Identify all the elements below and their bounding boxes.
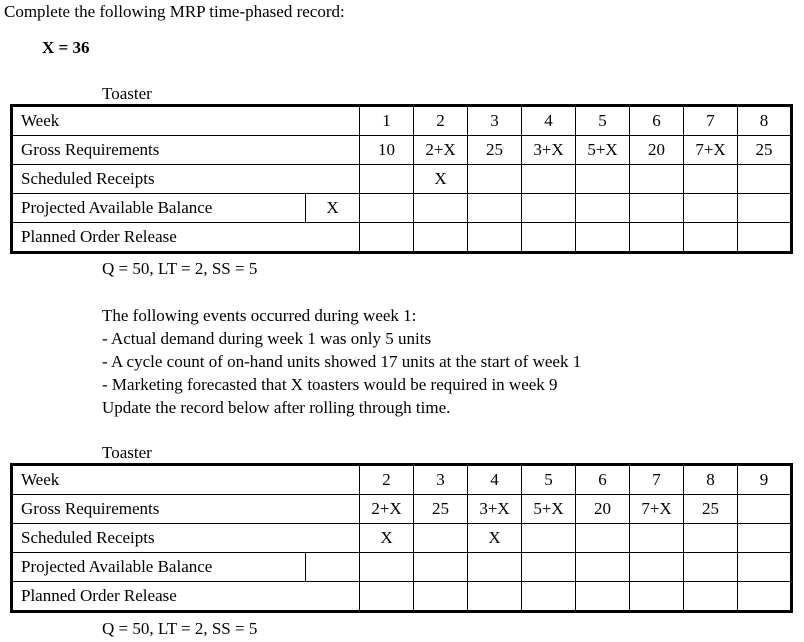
planned-order-release-cell[interactable] xyxy=(738,582,792,612)
planned-order-release-cell[interactable] xyxy=(684,582,738,612)
gross-req-cell[interactable]: 20 xyxy=(576,495,630,524)
projected-available-balance-row-label: Projected Available Balance xyxy=(12,194,306,223)
week-row-label: Week xyxy=(12,106,360,136)
scheduled-receipt-cell[interactable] xyxy=(522,165,576,194)
pab-cell[interactable] xyxy=(576,553,630,582)
week-cell: 8 xyxy=(684,465,738,495)
scheduled-receipt-cell[interactable] xyxy=(630,165,684,194)
gross-req-cell[interactable]: 20 xyxy=(630,136,684,165)
pab-cell[interactable] xyxy=(522,553,576,582)
scheduled-receipt-cell[interactable] xyxy=(684,524,738,553)
x-value: X = 36 xyxy=(42,38,90,57)
week-cell: 8 xyxy=(738,106,792,136)
gross-req-cell[interactable] xyxy=(738,495,792,524)
event-item: - Marketing forecasted that X toasters would be required in week 9 xyxy=(102,375,558,394)
week-cell: 2 xyxy=(414,106,468,136)
pab-initial-cell[interactable]: X xyxy=(306,194,360,223)
scheduled-receipt-cell[interactable] xyxy=(360,165,414,194)
event-item: - Actual demand during week 1 was only 5 units xyxy=(102,329,432,348)
gross-req-cell[interactable]: 7+X xyxy=(684,136,738,165)
pab-initial-cell[interactable] xyxy=(306,553,360,582)
gross-req-cell[interactable]: 10 xyxy=(360,136,414,165)
planned-order-release-cell[interactable] xyxy=(468,582,522,612)
gross-req-cell[interactable]: 25 xyxy=(468,136,522,165)
projected-available-balance-row xyxy=(12,553,792,582)
week-row xyxy=(12,465,792,495)
gross-req-cell[interactable]: 3+X xyxy=(522,136,576,165)
scheduled-receipt-cell[interactable] xyxy=(576,165,630,194)
scheduled-receipts-row-label: Scheduled Receipts xyxy=(12,165,360,194)
gross-requirements-row-label: Gross Requirements xyxy=(12,136,360,165)
pab-cell[interactable] xyxy=(414,553,468,582)
planned-order-release-cell[interactable] xyxy=(576,223,630,253)
pab-cell[interactable] xyxy=(468,194,522,223)
scheduled-receipt-cell[interactable] xyxy=(630,524,684,553)
planned-order-release-cell[interactable] xyxy=(522,223,576,253)
record2-params: Q = 50, LT = 2, SS = 5 xyxy=(102,619,258,638)
record2-item-label: Toaster xyxy=(102,443,152,462)
planned-order-release-cell[interactable] xyxy=(360,223,414,253)
pab-cell[interactable] xyxy=(684,194,738,223)
week-cell: 3 xyxy=(414,465,468,495)
events-block xyxy=(102,304,581,419)
scheduled-receipt-cell[interactable]: X xyxy=(414,165,468,194)
week-cell: 1 xyxy=(360,106,414,136)
planned-order-release-row-label: Planned Order Release xyxy=(12,223,360,253)
planned-order-release-cell[interactable] xyxy=(414,582,468,612)
planned-order-release-cell[interactable] xyxy=(738,223,792,253)
planned-order-release-cell[interactable] xyxy=(684,223,738,253)
scheduled-receipt-cell[interactable] xyxy=(576,524,630,553)
pab-cell[interactable] xyxy=(360,553,414,582)
planned-order-release-cell[interactable] xyxy=(468,223,522,253)
gross-req-cell[interactable]: 2+X xyxy=(414,136,468,165)
record1-item-label: Toaster xyxy=(102,84,152,103)
scheduled-receipt-cell[interactable] xyxy=(468,165,522,194)
week-cell: 6 xyxy=(576,465,630,495)
week-cell: 5 xyxy=(576,106,630,136)
planned-order-release-row xyxy=(12,582,792,612)
pab-cell[interactable] xyxy=(360,194,414,223)
week-cell: 2 xyxy=(360,465,414,495)
pab-cell[interactable] xyxy=(468,553,522,582)
planned-order-release-row-label: Planned Order Release xyxy=(12,582,360,612)
pab-cell[interactable] xyxy=(738,194,792,223)
pab-cell[interactable] xyxy=(684,553,738,582)
week-row xyxy=(12,106,792,136)
planned-order-release-cell[interactable] xyxy=(360,582,414,612)
events-intro: The following events occurred during week 1: xyxy=(102,306,417,325)
pab-cell[interactable] xyxy=(630,553,684,582)
scheduled-receipt-cell[interactable] xyxy=(684,165,738,194)
pab-cell[interactable] xyxy=(576,194,630,223)
pab-cell[interactable] xyxy=(414,194,468,223)
pab-cell[interactable] xyxy=(630,194,684,223)
week-cell: 4 xyxy=(522,106,576,136)
planned-order-release-cell[interactable] xyxy=(414,223,468,253)
pab-cell[interactable] xyxy=(738,553,792,582)
planned-order-release-cell[interactable] xyxy=(630,223,684,253)
projected-available-balance-row xyxy=(12,194,792,223)
event-item: - A cycle count of on-hand units showed 17 units at the start of week 1 xyxy=(102,352,582,371)
week-row-label: Week xyxy=(12,465,360,495)
planned-order-release-cell[interactable] xyxy=(522,582,576,612)
scheduled-receipts-row xyxy=(12,524,792,553)
gross-requirements-row xyxy=(12,136,792,165)
scheduled-receipt-cell[interactable]: X xyxy=(468,524,522,553)
week-cell: 7 xyxy=(684,106,738,136)
scheduled-receipts-row xyxy=(12,165,792,194)
gross-req-cell[interactable]: 5+X xyxy=(576,136,630,165)
gross-req-cell[interactable]: 7+X xyxy=(630,495,684,524)
planned-order-release-row xyxy=(12,223,792,253)
instruction-title: Complete the following MRP time-phased record: xyxy=(4,2,345,21)
gross-req-cell[interactable]: 5+X xyxy=(522,495,576,524)
week-cell: 5 xyxy=(522,465,576,495)
week-cell: 4 xyxy=(468,465,522,495)
scheduled-receipts-row-label: Scheduled Receipts xyxy=(12,524,360,553)
planned-order-release-cell[interactable] xyxy=(576,582,630,612)
gross-requirements-row-label: Gross Requirements xyxy=(12,495,360,524)
record1-params: Q = 50, LT = 2, SS = 5 xyxy=(102,259,258,278)
planned-order-release-cell[interactable] xyxy=(630,582,684,612)
mrp-record-1 xyxy=(10,104,793,254)
week-cell: 6 xyxy=(630,106,684,136)
pab-cell[interactable] xyxy=(522,194,576,223)
gross-req-cell[interactable]: 2+X xyxy=(360,495,414,524)
mrp-record-2 xyxy=(10,463,793,613)
scheduled-receipt-cell[interactable]: X xyxy=(360,524,414,553)
gross-req-cell[interactable]: 3+X xyxy=(468,495,522,524)
scheduled-receipt-cell[interactable] xyxy=(522,524,576,553)
scheduled-receipt-cell[interactable] xyxy=(414,524,468,553)
gross-req-cell[interactable]: 25 xyxy=(738,136,792,165)
week-cell: 7 xyxy=(630,465,684,495)
projected-available-balance-row-label: Projected Available Balance xyxy=(12,553,306,582)
events-outro: Update the record below after rolling through time. xyxy=(102,398,451,417)
gross-req-cell[interactable]: 25 xyxy=(414,495,468,524)
week-cell: 3 xyxy=(468,106,522,136)
scheduled-receipt-cell[interactable] xyxy=(738,524,792,553)
gross-req-cell[interactable]: 25 xyxy=(684,495,738,524)
gross-requirements-row xyxy=(12,495,792,524)
week-cell: 9 xyxy=(738,465,792,495)
scheduled-receipt-cell[interactable] xyxy=(738,165,792,194)
